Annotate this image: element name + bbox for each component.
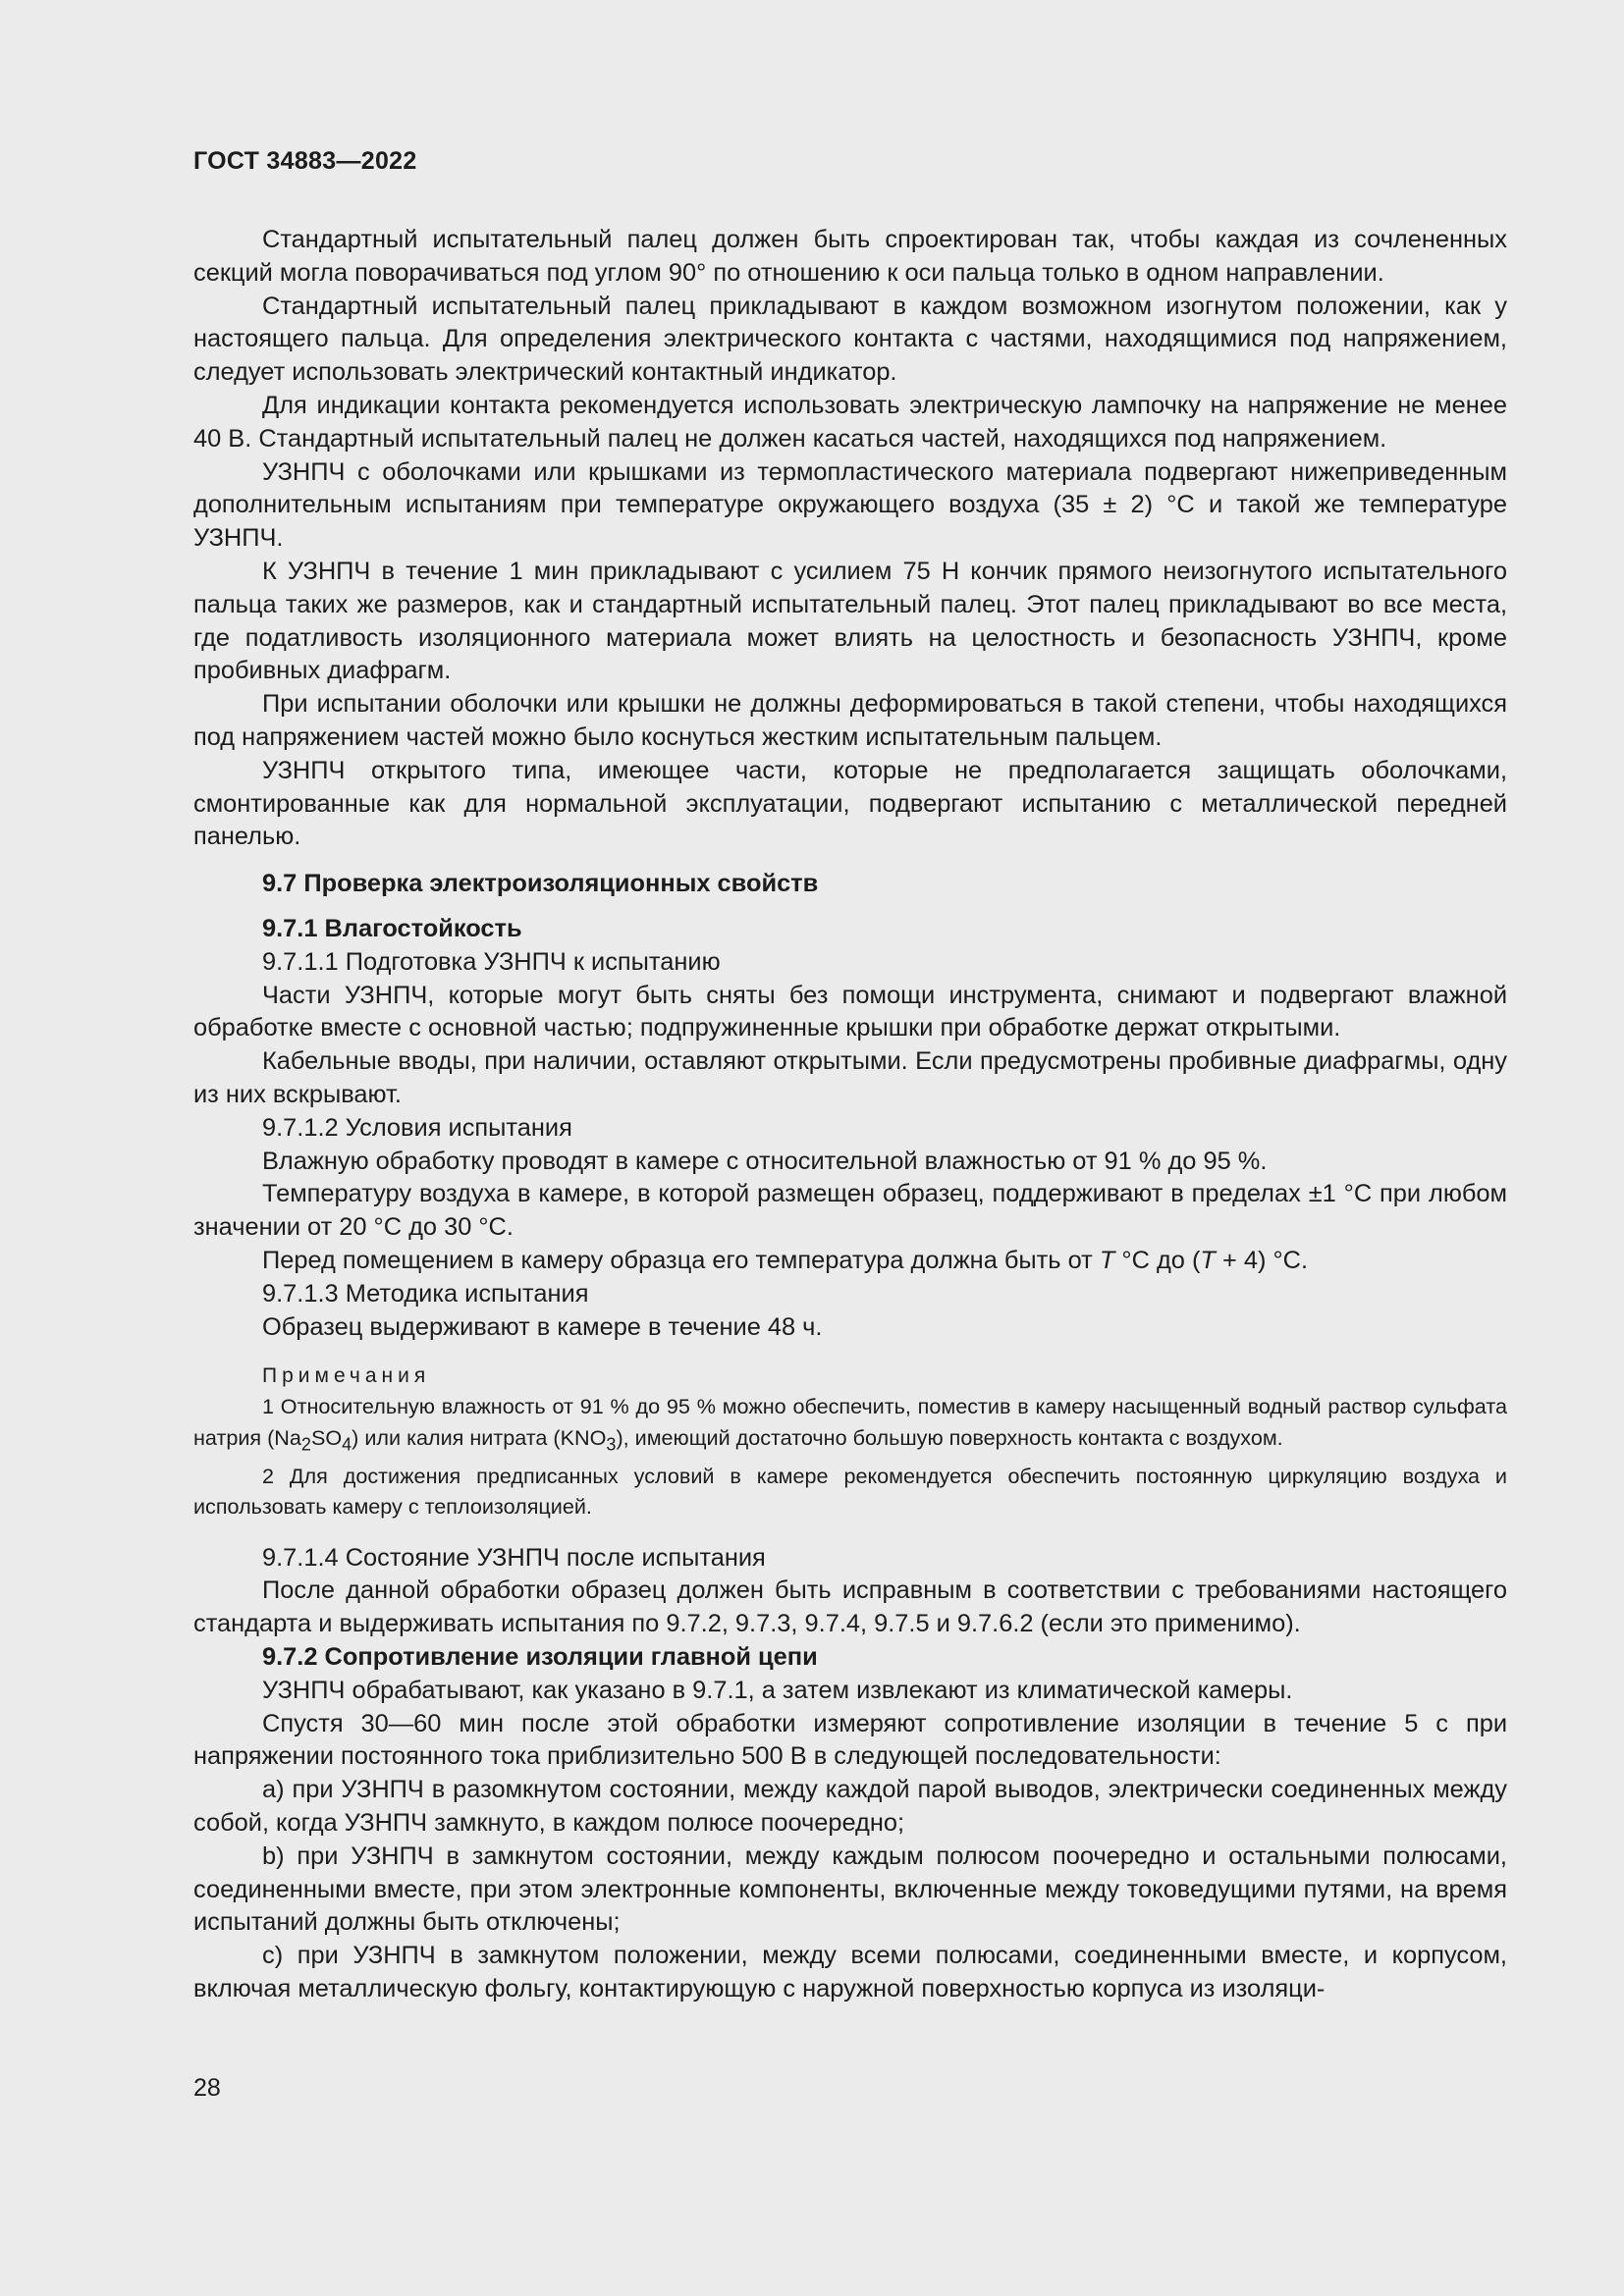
document-body — [193, 224, 1507, 2006]
subscript: 4 — [342, 1434, 352, 1455]
section-heading-9-7: 9.7 Проверка электроизоляционных свойств — [262, 870, 819, 898]
list-item-c: с) при УЗНПЧ в замкнутом положении, между всеми полюсами, соединенными вместе, и корпусом, включая металлическую фольгу, контактирующую с наружной поверхностью корпуса из изоляци- — [193, 1942, 1507, 2002]
paragraph: Кабельные вводы, при наличии, оставляют открытыми. Если предусмотрены пробивные диафрагмы, одну из них вскрывают. — [193, 1047, 1507, 1108]
paragraph: Стандартный испытательный палец прикладывают в каждом возможном изогнутом положении, как у настоящего пальца. Для определения электрического контакта с частями, находящимися под напряжением, следует использовать электрический контактный индикатор. — [193, 292, 1507, 387]
subsection-heading-9-7-1-1: 9.7.1.1 Подготовка УЗНПЧ к испытанию — [262, 947, 721, 976]
subscript: 3 — [606, 1434, 617, 1455]
list-item-a: а) при УЗНПЧ в разомкнутом состоянии, между каждой парой выводов, электрически соединенных между собой, когда УЗНПЧ замкнуто, в каждом полюсе поочередно; — [193, 1776, 1507, 1837]
paragraph: Части УЗНПЧ, которые могут быть сняты без помощи инструмента, снимают и подвергают влажной обработке вместе с основной частью; подпружиненные крышки при обработке держат открытыми. — [193, 981, 1507, 1042]
subscript: 2 — [300, 1434, 311, 1455]
text-run: + 4) °С. — [1215, 1246, 1309, 1274]
list-item-b: b) при УЗНПЧ в замкнутом состоянии, между каждым полюсом поочередно и остальными полюсами, соединенными вместе, при этом электронные компоненты, включенные между токоведущими путями, на время испытаний должны быть отключены; — [193, 1842, 1507, 1937]
paragraph: Температуру воздуха в камере, в которой размещен образец, поддерживают в пределах ±1 °С при любом значении от 20 °С до 30 °С. — [193, 1180, 1507, 1242]
paragraph: Стандартный испытательный палец должен быть спроектирован так, чтобы каждая из сочлененных секций могла поворачиваться под углом 90° по отношению к оси пальца только в одном направлении. — [193, 226, 1507, 287]
paragraph: После данной обработки образец должен быть исправным в соответствии с требованиями настоящего стандарта и выдерживать испытания по 9.7.2, 9.7.3, 9.7.4, 9.7.5 и 9.7.6.2 (если это применимо). — [193, 1576, 1507, 1638]
paragraph: УЗНПЧ обрабатывают, как указано в 9.7.1, а затем извлекают из климатической камеры. — [262, 1676, 1293, 1704]
paragraph: Спустя 30—60 мин после этой обработки измеряют сопротивление изоляции в течение 5 с при напряжении постоянного тока приблизительно 500 В в следующей последовательности: — [193, 1709, 1507, 1771]
note-2: 2 Для достижения предписанных условий в камере рекомендуется обеспечить постоянную циркуляцию воздуха и использовать камеру с теплоизоляцией. — [193, 1463, 1507, 1520]
paragraph: Влажную обработку проводят в камере с относительной влажностью от 91 % до 95 %. — [262, 1147, 1268, 1175]
variable-t: T — [1099, 1246, 1115, 1274]
paragraph: Образец выдерживают в камере в течение 48 ч. — [262, 1312, 823, 1341]
paragraph: УЗНПЧ открытого типа, имеющее части, которые не предполагается защищать оболочками, смонтированные как для нормальной эксплуатации, подвергают испытанию с металлической передней панелью. — [193, 756, 1507, 851]
text-run: ), имеющий достаточно большую поверхность контакта с воздухом. — [616, 1424, 1283, 1450]
paragraph: УЗНПЧ с оболочками или крышками из термопластического материала подвергают нижеприведенным дополнительным испытаниям при температуре окружающего воздуха (35 ± 2) °С и такой же температуре УЗНПЧ. — [193, 457, 1507, 553]
text-run: 1 Относительную влажность от 91 % до 95 % можно обеспечить, поместив в камеру насыщенный водный раствор сульфата натрия (Na — [193, 1394, 1507, 1450]
variable-t: T — [1200, 1246, 1216, 1274]
text-run: SO — [310, 1424, 343, 1450]
document-header: ГОСТ 34883—2022 — [193, 147, 417, 175]
section-heading-9-7-1: 9.7.1 Влагостойкость — [262, 914, 522, 942]
paragraph: При испытании оболочки или крышки не должны деформироваться в такой степени, чтобы находящихся под напряжением частей можно было коснуться жестким испытательным пальцем. — [193, 690, 1507, 751]
text-run: Перед помещением в камеру образца его температура должна быть от — [262, 1246, 1100, 1274]
subsection-heading-9-7-1-2: 9.7.1.2 Условия испытания — [262, 1113, 572, 1142]
subsection-heading-9-7-1-3: 9.7.1.3 Методика испытания — [262, 1279, 589, 1308]
notes-title: Примечания — [262, 1364, 431, 1388]
text-run: ) или калия нитрата (KNO — [352, 1424, 607, 1450]
subsection-heading-9-7-1-4: 9.7.1.4 Состояние УЗНПЧ после испытания — [262, 1543, 766, 1572]
paragraph — [193, 1245, 1507, 1278]
paragraph: Для индикации контакта рекомендуется использовать электрическую лампочку на напряжение не менее 40 В. Стандартный испытательный палец не должен касаться частей, находящихся под напряжением. — [193, 391, 1507, 453]
text-run: °С до ( — [1114, 1246, 1201, 1274]
section-heading-9-7-2: 9.7.2 Сопротивление изоляции главной цепи — [262, 1643, 818, 1671]
page-number: 28 — [193, 2074, 221, 2102]
note-1 — [193, 1391, 1507, 1460]
paragraph: К УЗНПЧ в течение 1 мин прикладывают с усилием 75 Н кончик прямого неизогнутого испытательного пальца таких же размеров, как и стандартный испытательный палец. Этот палец прикладывают во все места, где податливость изоляционного материала может влиять на целостность и безопасность УЗНПЧ, кроме пробивных диафрагм. — [193, 557, 1507, 685]
